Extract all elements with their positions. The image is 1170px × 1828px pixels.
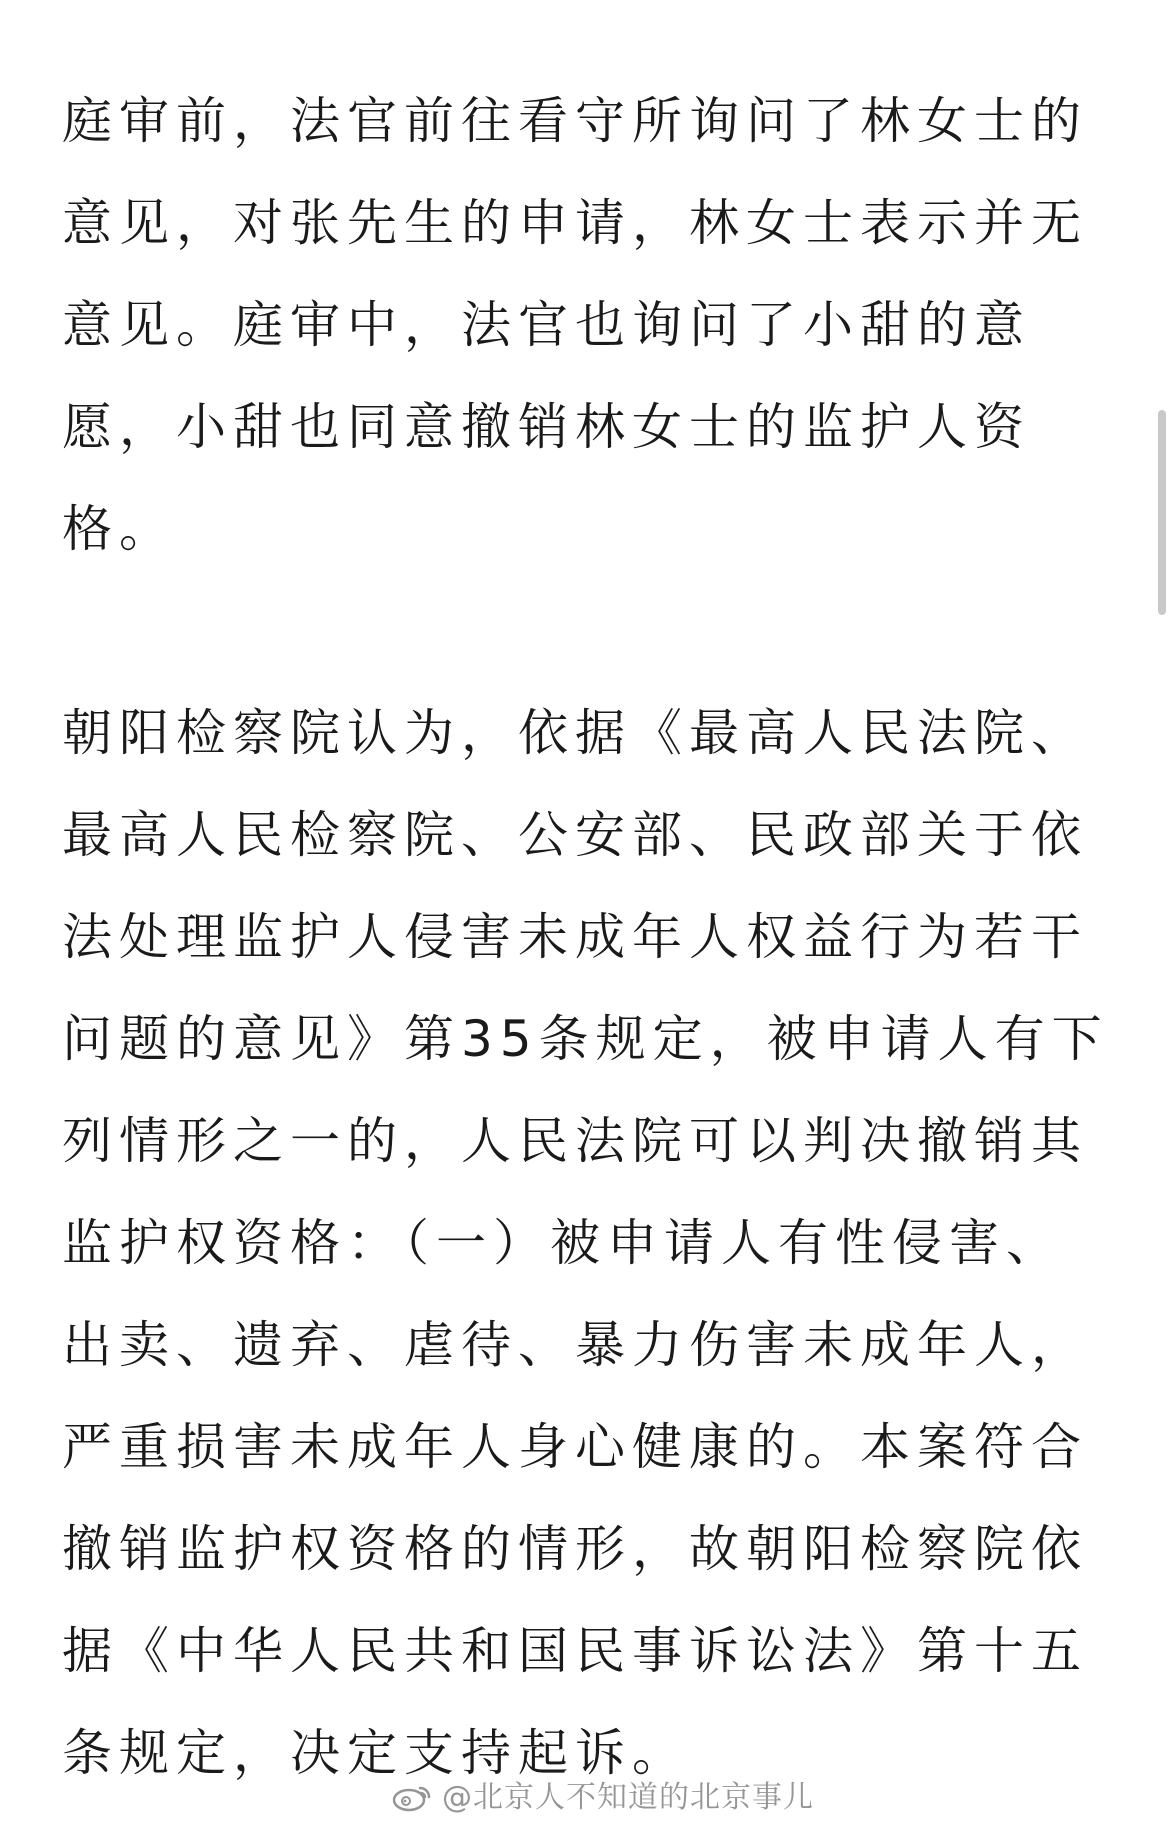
text-line: 最高人民检察院、公安部、民政部关于依 bbox=[62, 806, 1088, 864]
text-line: 格。 bbox=[62, 500, 176, 558]
text-line: 意见。庭审中，法官也询问了小甜的意 bbox=[62, 296, 1031, 354]
text-line: 愿，小甜也同意撤销林女士的监护人资 bbox=[62, 398, 1031, 456]
article-body bbox=[62, 70, 1112, 1804]
text-line: 法处理监护人侵害未成年人权益行为若干 bbox=[62, 908, 1088, 966]
weibo-watermark bbox=[390, 1778, 814, 1818]
text-line: 问题的意见》第35条规定，被申请人有下 bbox=[62, 1010, 1109, 1068]
paragraph-court-hearing bbox=[62, 70, 1112, 580]
text-line: 据《中华人民共和国民事诉讼法》第十五 bbox=[62, 1622, 1088, 1680]
watermark-text: @北京人不知道的北京事儿 bbox=[442, 1780, 814, 1815]
text-line: 撤销监护权资格的情形，故朝阳检察院依 bbox=[62, 1520, 1088, 1578]
text-line: 列情形之一的，人民法院可以判决撤销其 bbox=[62, 1112, 1088, 1170]
paragraph-gap bbox=[62, 580, 1112, 682]
text-line: 严重损害未成年人身心健康的。本案符合 bbox=[62, 1418, 1088, 1476]
weibo-icon bbox=[390, 1782, 434, 1814]
text-line: 庭审前，法官前往看守所询问了林女士的 bbox=[62, 92, 1088, 150]
text-line: 朝阳检察院认为，依据《最高人民法院、 bbox=[62, 704, 1088, 762]
text-line: 条规定，决定支持起诉。 bbox=[62, 1724, 689, 1782]
vertical-scrollbar[interactable] bbox=[1158, 410, 1166, 615]
paragraph-procuratorate-opinion bbox=[62, 682, 1112, 1804]
text-line: 监护权资格：（一）被申请人有性侵害、 bbox=[62, 1214, 1063, 1272]
text-line: 出卖、遗弃、虐待、暴力伤害未成年人， bbox=[62, 1316, 1088, 1374]
text-line: 意见，对张先生的申请，林女士表示并无 bbox=[62, 194, 1088, 252]
